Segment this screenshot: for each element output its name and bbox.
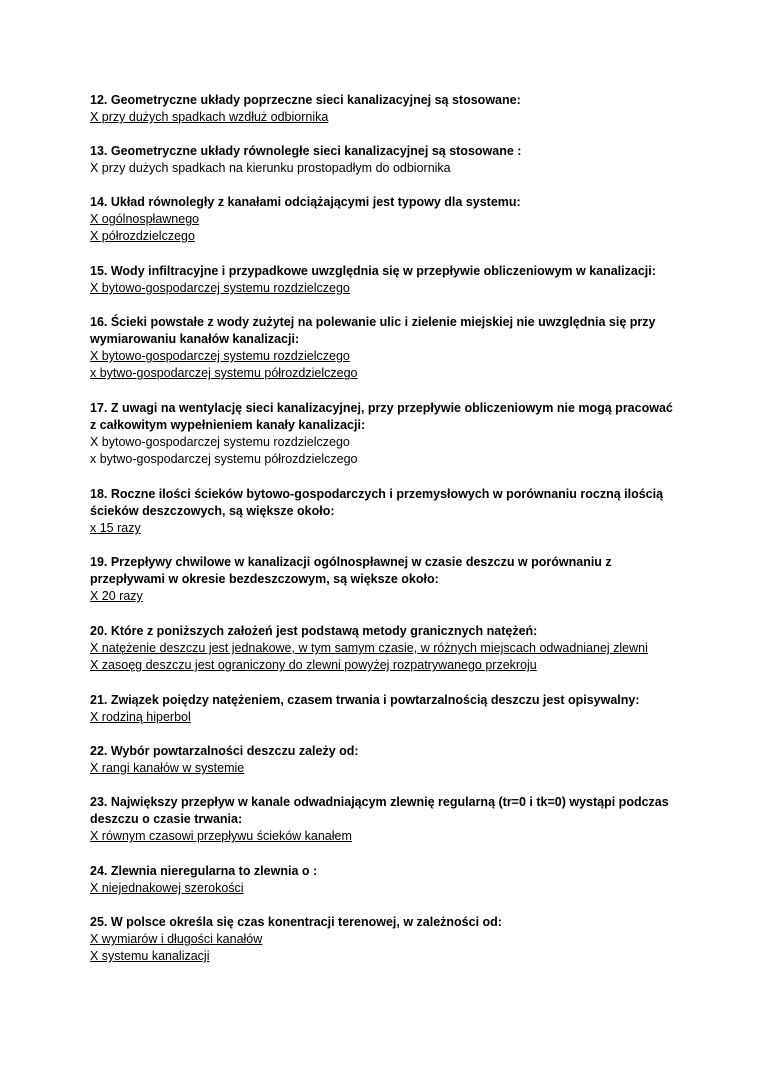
question-17 (90, 400, 680, 468)
answer: X bytowo-gospodarczej systemu rozdzielczego (90, 349, 350, 363)
answer: x 15 razy (90, 521, 141, 535)
answer: X natężenie deszczu jest jednakowe, w tym samym czasie, w różnych miejscach odwadnianej zlewni (90, 641, 648, 655)
answer: x bytwo-gospodarczej systemu półrozdzielczego (90, 452, 358, 466)
answer: X niejednakowej szerokości (90, 881, 244, 895)
answer: X systemu kanalizacji (90, 949, 210, 963)
question-text: 19. Przepływy chwilowe w kanalizacji ogólnospławnej w czasie deszczu w porównaniu z przepływami w okresie bezdeszczowym, są większe około: (90, 555, 612, 586)
answer: X bytowo-gospodarczej systemu rozdzielczego (90, 281, 350, 295)
answer: X rodziną hiperbol (90, 710, 191, 724)
answer: X wymiarów i długości kanałów (90, 932, 263, 946)
question-20 (90, 623, 680, 674)
question-18 (90, 486, 680, 537)
answer: X bytowo-gospodarczej systemu rozdzielczego (90, 435, 350, 449)
answer: X przy dużych spadkach wzdłuż odbiornika (90, 110, 329, 124)
answer: X 20 razy (90, 589, 143, 603)
question-23 (90, 794, 680, 845)
answer: X ogólnospławnego (90, 212, 200, 226)
question-text: 22. Wybór powtarzalności deszczu zależy od: (90, 744, 359, 758)
question-text: 17. Z uwagi na wentylację sieci kanalizacyjnej, przy przepływie obliczeniowym nie mogą pracować z całkowitym wypełnieniem kanały kanalizacji: (90, 401, 673, 432)
answer: X równym czasowi przepływu ścieków kanałem (90, 829, 352, 843)
question-14 (90, 194, 680, 245)
answer: X półrozdzielczego (90, 229, 195, 243)
question-22 (90, 743, 680, 777)
question-text: 14. Układ równoległy z kanałami odciążającymi jest typowy dla systemu: (90, 195, 521, 209)
question-text: 15. Wody infiltracyjne i przypadkowe uwzględnia się w przepływie obliczeniowym w kanalizacji: (90, 264, 656, 278)
question-text: 21. Związek poiędzy natężeniem, czasem trwania i powtarzalnością deszczu jest opisywalny: (90, 693, 640, 707)
answer: X zasoęg deszczu jest ograniczony do zlewni powyżej rozpatrywanego przekroju (90, 658, 537, 672)
question-text: 20. Które z poniższych założeń jest podstawą metody granicznych natężeń: (90, 624, 538, 638)
question-16 (90, 314, 680, 382)
question-19 (90, 554, 680, 605)
question-text: 23. Największy przepływ w kanale odwadniającym zlewnię regularną (tr=0 i tk=0) wystąpi podczas deszczu o czasie trwania: (90, 795, 669, 826)
question-text: 13. Geometryczne układy równoległe sieci kanalizacyjnej są stosowane : (90, 144, 522, 158)
question-text: 18. Roczne ilości ścieków bytowo-gospodarczych i przemysłowych w porównaniu roczną ilością ścieków deszczowych, są większe około: (90, 487, 664, 518)
question-21 (90, 692, 680, 726)
question-12 (90, 92, 680, 126)
question-text: 16. Ścieki powstałe z wody zużytej na polewanie ulic i zielenie miejskiej nie uwzględnia się przy wymiarowaniu kanałów kanalizacji: (90, 315, 656, 346)
question-15 (90, 263, 680, 297)
question-24 (90, 863, 680, 897)
question-text: 25. W polsce określa się czas konentracji terenowej, w zależności od: (90, 915, 502, 929)
question-text: 24. Zlewnia nieregularna to zlewnia o : (90, 864, 318, 878)
answer: x bytwo-gospodarczej systemu półrozdzielczego (90, 366, 358, 380)
question-13 (90, 143, 680, 177)
question-25 (90, 914, 680, 965)
question-text: 12. Geometryczne układy poprzeczne sieci kanalizacyjnej są stosowane: (90, 93, 521, 107)
answer: X przy dużych spadkach na kierunku prostopadłym do odbiornika (90, 161, 451, 175)
answer: X rangi kanałów w systemie (90, 761, 245, 775)
